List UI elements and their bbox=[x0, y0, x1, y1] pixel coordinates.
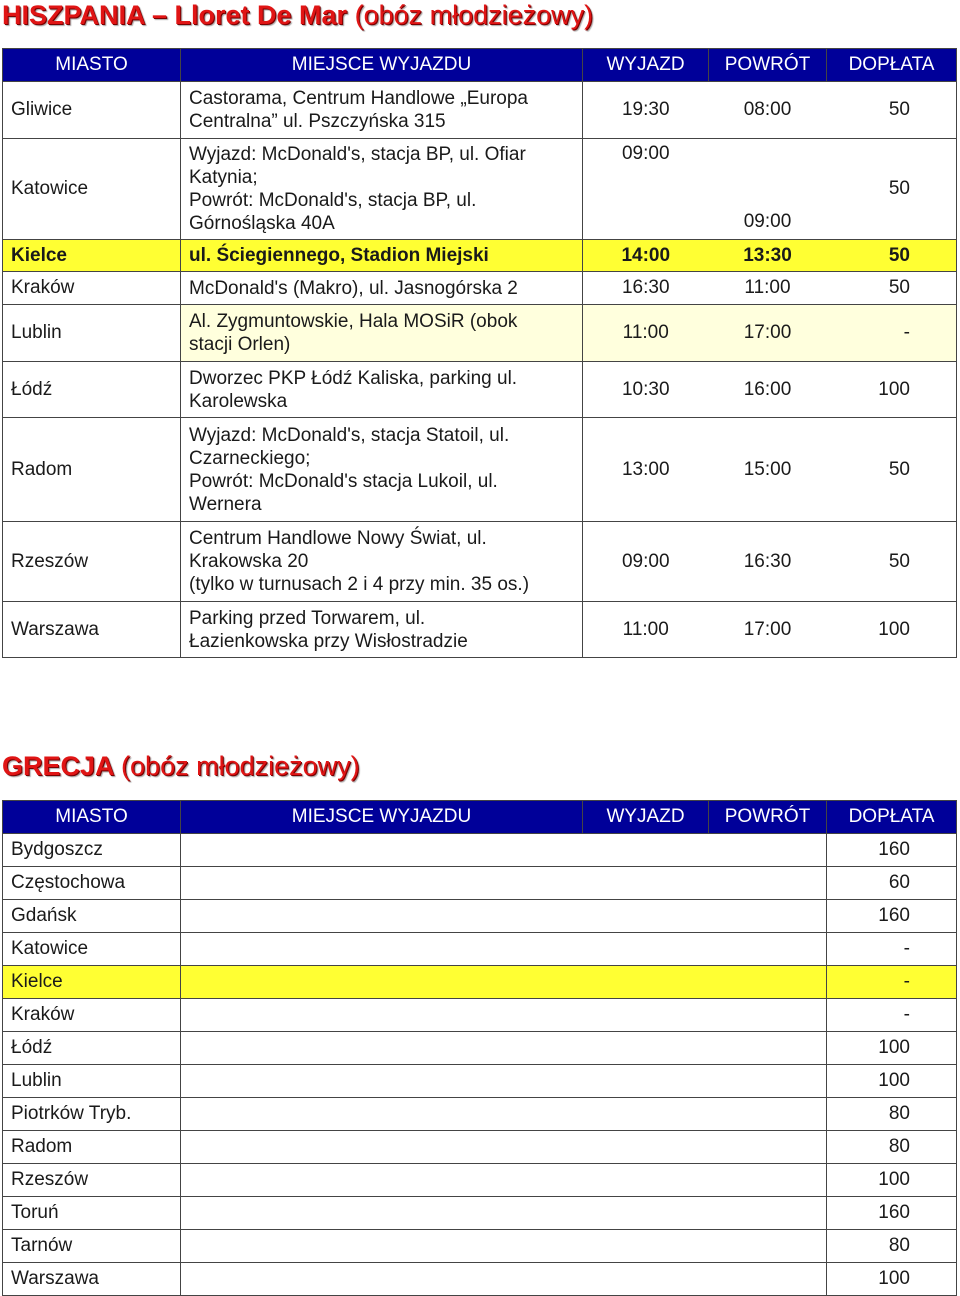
fee-cell: 50 bbox=[827, 522, 957, 602]
spain-title-sub: (obóz młodzieżowy) bbox=[354, 0, 594, 30]
city-cell: Piotrków Tryb. bbox=[3, 1098, 181, 1131]
table-row bbox=[3, 900, 957, 933]
table-row bbox=[3, 834, 957, 867]
table-row bbox=[3, 139, 957, 240]
header-city: MIASTO bbox=[3, 801, 181, 834]
fee-cell: 100 bbox=[827, 1032, 957, 1065]
fee-cell: 160 bbox=[827, 900, 957, 933]
departure-cell: 16:30 bbox=[583, 272, 709, 305]
fee-cell: 100 bbox=[827, 602, 957, 658]
return-cell: 17:00 bbox=[709, 305, 827, 362]
city-cell: Warszawa bbox=[3, 602, 181, 658]
header-departure: WYJAZD bbox=[583, 49, 709, 82]
header-return: POWRÓT bbox=[709, 801, 827, 834]
departure-cell: 11:00 bbox=[583, 305, 709, 362]
place-cell: Wyjazd: McDonald's, stacja BP, ul. Ofiar Katynia; Powrót: McDonald's, stacja BP, ul. Górnośląska 40A bbox=[181, 139, 583, 240]
table-row bbox=[3, 1263, 957, 1296]
city-cell: Rzeszów bbox=[3, 1164, 181, 1197]
city-cell: Bydgoszcz bbox=[3, 834, 181, 867]
table-row bbox=[3, 1098, 957, 1131]
place-cell: Al. Zygmuntowskie, Hala MOSiR (obok stacji Orlen) bbox=[181, 305, 583, 362]
departure-cell: 13:00 bbox=[583, 418, 709, 522]
header-return: POWRÓT bbox=[709, 49, 827, 82]
table-row bbox=[3, 602, 957, 658]
return-cell: 17:00 bbox=[709, 602, 827, 658]
fee-cell: - bbox=[827, 966, 957, 999]
departure-cell: 10:30 bbox=[583, 362, 709, 418]
table-row bbox=[3, 1230, 957, 1263]
fee-cell: 50 bbox=[827, 82, 957, 139]
return-cell: 11:00 bbox=[709, 272, 827, 305]
header-fee: DOPŁATA bbox=[827, 49, 957, 82]
fee-cell: 160 bbox=[827, 834, 957, 867]
city-cell: Kielce bbox=[3, 240, 181, 272]
table-row bbox=[3, 418, 957, 522]
greece-title bbox=[2, 751, 360, 781]
greece-header-row bbox=[3, 801, 957, 834]
table-row bbox=[3, 999, 957, 1032]
greece-title-sub: (obóz młodzieżowy) bbox=[121, 751, 360, 781]
spain-header-row bbox=[3, 49, 957, 82]
table-row bbox=[3, 305, 957, 362]
fee-cell: 50 bbox=[827, 139, 957, 240]
city-cell: Lublin bbox=[3, 1065, 181, 1098]
table-row bbox=[3, 966, 957, 999]
table-row bbox=[3, 1164, 957, 1197]
return-cell: 16:00 bbox=[709, 362, 827, 418]
header-place: MIEJSCE WYJAZDU bbox=[181, 49, 583, 82]
table-row bbox=[3, 1032, 957, 1065]
city-cell: Radom bbox=[3, 1131, 181, 1164]
departure-cell: 19:30 bbox=[583, 82, 709, 139]
city-cell: Gdańsk bbox=[3, 900, 181, 933]
table-row bbox=[3, 82, 957, 139]
return-cell: 08:00 bbox=[709, 82, 827, 139]
city-cell: Kraków bbox=[3, 999, 181, 1032]
city-cell: Radom bbox=[3, 418, 181, 522]
fee-cell: 50 bbox=[827, 240, 957, 272]
departure-cell: 09:00 bbox=[583, 139, 709, 240]
greece-departure-table bbox=[2, 800, 957, 1296]
city-cell: Gliwice bbox=[3, 82, 181, 139]
place-cell: McDonald's (Makro), ul. Jasnogórska 2 bbox=[181, 272, 583, 305]
place-cell: Wyjazd: McDonald's, stacja Statoil, ul. Czarneckiego; Powrót: McDonald's stacja Lukoil, ul. Wernera bbox=[181, 418, 583, 522]
departure-cell: 11:00 bbox=[583, 602, 709, 658]
fee-cell: - bbox=[827, 305, 957, 362]
return-cell: 13:30 bbox=[709, 240, 827, 272]
place-cell: Castorama, Centrum Handlowe „Europa Centralna” ul. Pszczyńska 315 bbox=[181, 82, 583, 139]
table-row bbox=[3, 522, 957, 602]
fee-cell: 80 bbox=[827, 1131, 957, 1164]
place-cell: ul. Ściegiennego, Stadion Miejski bbox=[181, 240, 583, 272]
city-cell: Warszawa bbox=[3, 1263, 181, 1296]
table-row bbox=[3, 1197, 957, 1230]
table-row bbox=[3, 1065, 957, 1098]
fee-cell: 60 bbox=[827, 867, 957, 900]
fee-cell: 100 bbox=[827, 1065, 957, 1098]
city-cell: Łódź bbox=[3, 1032, 181, 1065]
city-cell: Tarnów bbox=[3, 1230, 181, 1263]
table-row bbox=[3, 240, 957, 272]
fee-cell: - bbox=[827, 933, 957, 966]
city-cell: Rzeszów bbox=[3, 522, 181, 602]
city-cell: Kraków bbox=[3, 272, 181, 305]
place-cell: Parking przed Torwarem, ul. Łazienkowska przy Wisłostradzie bbox=[181, 602, 583, 658]
greece-title-main: GRECJA bbox=[2, 751, 114, 781]
return-cell: 15:00 bbox=[709, 418, 827, 522]
table-row bbox=[3, 933, 957, 966]
header-place: MIEJSCE WYJAZDU bbox=[181, 801, 583, 834]
table-row bbox=[3, 362, 957, 418]
departure-cell: 09:00 bbox=[583, 522, 709, 602]
city-cell: Kielce bbox=[3, 966, 181, 999]
city-cell: Częstochowa bbox=[3, 867, 181, 900]
fee-cell: 80 bbox=[827, 1098, 957, 1131]
spain-title bbox=[2, 0, 593, 30]
place-cell: Dworzec PKP Łódź Kaliska, parking ul. Karolewska bbox=[181, 362, 583, 418]
city-cell: Lublin bbox=[3, 305, 181, 362]
city-cell: Łódź bbox=[3, 362, 181, 418]
city-cell: Katowice bbox=[3, 139, 181, 240]
return-cell: 09:00 bbox=[709, 139, 827, 240]
table-row bbox=[3, 272, 957, 305]
header-city: MIASTO bbox=[3, 49, 181, 82]
fee-cell: 50 bbox=[827, 418, 957, 522]
place-cell: Centrum Handlowe Nowy Świat, ul. Krakowska 20 (tylko w turnusach 2 i 4 przy min. 35 os.) bbox=[181, 522, 583, 602]
departure-cell: 14:00 bbox=[583, 240, 709, 272]
fee-cell: 100 bbox=[827, 1263, 957, 1296]
city-cell: Katowice bbox=[3, 933, 181, 966]
fee-cell: 160 bbox=[827, 1197, 957, 1230]
fee-cell: 100 bbox=[827, 362, 957, 418]
fee-cell: 80 bbox=[827, 1230, 957, 1263]
spain-title-main: HISZPANIA – Lloret De Mar bbox=[2, 0, 348, 30]
fee-cell: 50 bbox=[827, 272, 957, 305]
return-cell: 16:30 bbox=[709, 522, 827, 602]
header-departure: WYJAZD bbox=[583, 801, 709, 834]
fee-cell: - bbox=[827, 999, 957, 1032]
city-cell: Toruń bbox=[3, 1197, 181, 1230]
table-row bbox=[3, 867, 957, 900]
table-row bbox=[3, 1131, 957, 1164]
fee-cell: 100 bbox=[827, 1164, 957, 1197]
header-fee: DOPŁATA bbox=[827, 801, 957, 834]
spain-departure-table bbox=[2, 48, 957, 658]
